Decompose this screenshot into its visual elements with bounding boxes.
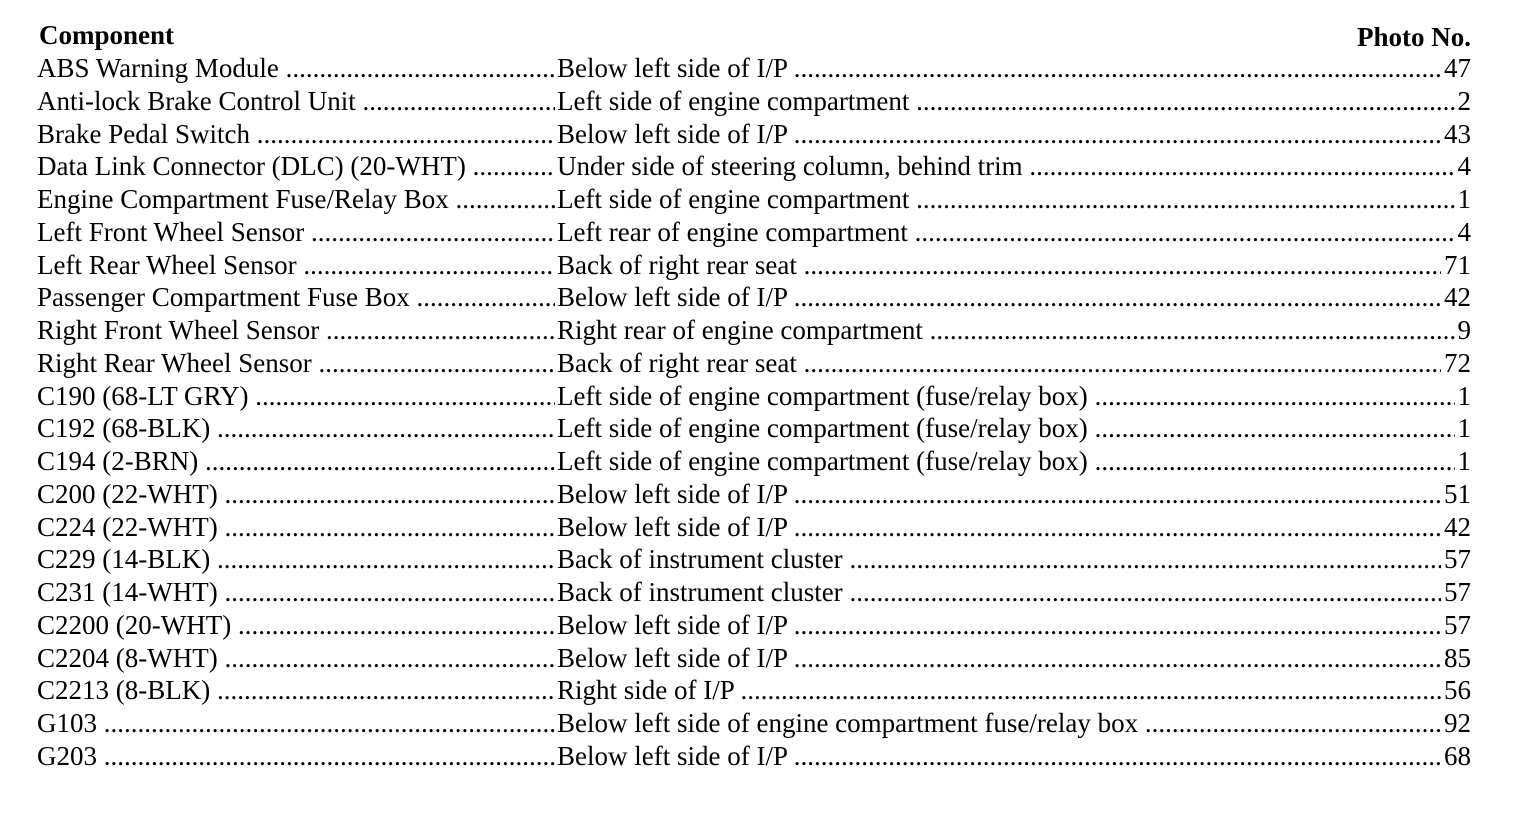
photo-number: 43 — [1441, 118, 1471, 150]
component-cell — [37, 380, 555, 412]
location-text: Below left side of I/P ..... — [557, 53, 1471, 83]
location-cell — [557, 150, 1471, 182]
location-text: Below left side of I/P ..... — [557, 512, 1471, 542]
photo-number: 51 — [1441, 478, 1471, 510]
photo-number: 1 — [1455, 183, 1472, 215]
component-name: G203 ..... — [37, 741, 555, 771]
location-cell — [557, 347, 1471, 379]
location-text: Right side of I/P ..... — [557, 675, 1471, 705]
component-cell — [37, 707, 555, 739]
table-row — [37, 216, 1471, 249]
table-row — [37, 85, 1471, 118]
location-text: Below left side of I/P ..... — [557, 610, 1471, 640]
location-text: Below left side of I/P ..... — [557, 119, 1471, 149]
location-text: Left side of engine compartment (fuse/relay box) ..... — [557, 413, 1471, 443]
photo-number: 56 — [1441, 674, 1471, 706]
component-name: ABS Warning Module ..... — [37, 53, 555, 83]
component-cell — [37, 52, 555, 84]
component-name: G103 ..... — [37, 708, 555, 738]
table-row — [37, 674, 1471, 707]
component-cell — [37, 216, 555, 248]
location-text: Below left side of I/P ..... — [557, 479, 1471, 509]
photo-number: 57 — [1441, 609, 1471, 641]
component-cell — [37, 674, 555, 706]
location-cell — [557, 249, 1471, 281]
table-row — [37, 314, 1471, 347]
table-row — [37, 52, 1471, 85]
photo-number: 1 — [1455, 412, 1472, 444]
location-text: Back of right rear seat ..... — [557, 348, 1471, 378]
location-text: Below left side of engine compartment fuse/relay box ..... — [557, 708, 1471, 738]
component-location-table — [37, 18, 1471, 773]
photo-number: 4 — [1455, 150, 1472, 182]
table-row — [37, 249, 1471, 282]
location-cell — [557, 543, 1471, 575]
photo-number: 42 — [1441, 281, 1471, 313]
location-text: Left side of engine compartment (fuse/relay box) ..... — [557, 446, 1471, 476]
component-name: C200 (22-WHT) ..... — [37, 479, 555, 509]
location-cell — [557, 412, 1471, 444]
location-cell — [557, 118, 1471, 150]
location-text: Under side of steering column, behind trim ..... — [557, 151, 1471, 181]
component-name: C192 (68-BLK) ..... — [37, 413, 555, 443]
location-cell — [557, 281, 1471, 313]
table-row — [37, 740, 1471, 773]
photo-number: 2 — [1455, 85, 1472, 117]
photo-number: 4 — [1455, 216, 1472, 248]
component-name: C2213 (8-BLK) ..... — [37, 675, 555, 705]
photo-number: 72 — [1441, 347, 1471, 379]
photo-number-column-header: Photo No. — [1357, 22, 1471, 52]
location-cell — [557, 478, 1471, 510]
location-cell — [557, 707, 1471, 739]
component-name: Right Front Wheel Sensor ..... — [37, 315, 555, 345]
table-row — [37, 511, 1471, 544]
component-name: Data Link Connector (DLC) (20-WHT) ..... — [37, 151, 555, 181]
component-cell — [37, 281, 555, 313]
photo-number: 71 — [1441, 249, 1471, 281]
component-cell — [37, 412, 555, 444]
photo-number: 42 — [1441, 511, 1471, 543]
location-text: Below left side of I/P ..... — [557, 282, 1471, 312]
location-cell — [557, 85, 1471, 117]
component-cell — [37, 150, 555, 182]
component-name: Right Rear Wheel Sensor ..... — [37, 348, 555, 378]
component-cell — [37, 478, 555, 510]
location-text: Below left side of I/P ..... — [557, 741, 1471, 771]
table-row — [37, 642, 1471, 675]
component-name: Left Front Wheel Sensor ..... — [37, 217, 555, 247]
photo-number: 92 — [1441, 707, 1471, 739]
component-cell — [37, 249, 555, 281]
photo-number: 85 — [1441, 642, 1471, 674]
table-row — [37, 347, 1471, 380]
photo-number: 57 — [1441, 576, 1471, 608]
component-name: Engine Compartment Fuse/Relay Box ..... — [37, 184, 555, 214]
table-row — [37, 707, 1471, 740]
location-text: Back of instrument cluster ..... — [557, 577, 1471, 607]
component-name: C229 (14-BLK) ..... — [37, 544, 555, 574]
photo-number: 57 — [1441, 543, 1471, 575]
photo-number: 68 — [1441, 740, 1471, 772]
component-cell — [37, 576, 555, 608]
table-header — [37, 18, 1471, 52]
table-row — [37, 183, 1471, 216]
photo-number: 9 — [1455, 314, 1472, 346]
component-name: C2200 (20-WHT) ..... — [37, 610, 555, 640]
table-row — [37, 150, 1471, 183]
photo-number: 1 — [1455, 380, 1472, 412]
table-body — [37, 52, 1471, 773]
table-row — [37, 445, 1471, 478]
table-row — [37, 412, 1471, 445]
component-cell — [37, 445, 555, 477]
location-cell — [557, 52, 1471, 84]
location-text: Left rear of engine compartment ..... — [557, 217, 1471, 247]
location-text: Below left side of I/P ..... — [557, 643, 1471, 673]
component-cell — [37, 543, 555, 575]
component-cell — [37, 511, 555, 543]
location-cell — [557, 674, 1471, 706]
location-cell — [557, 380, 1471, 412]
component-cell — [37, 347, 555, 379]
location-cell — [557, 216, 1471, 248]
component-cell — [37, 183, 555, 215]
location-text: Right rear of engine compartment ..... — [557, 315, 1471, 345]
table-row — [37, 478, 1471, 511]
component-cell — [37, 118, 555, 150]
location-cell — [557, 183, 1471, 215]
table-row — [37, 543, 1471, 576]
location-cell — [557, 609, 1471, 641]
location-text: Left side of engine compartment ..... — [557, 86, 1471, 116]
location-text: Left side of engine compartment (fuse/relay box) ..... — [557, 381, 1471, 411]
location-cell — [557, 576, 1471, 608]
location-text: Left side of engine compartment ..... — [557, 184, 1471, 214]
component-column-header: Component — [39, 20, 175, 50]
component-cell — [37, 85, 555, 117]
component-cell — [37, 642, 555, 674]
location-cell — [557, 511, 1471, 543]
table-row — [37, 118, 1471, 151]
component-name: Brake Pedal Switch ..... — [37, 119, 555, 149]
component-name: Left Rear Wheel Sensor ..... — [37, 250, 555, 280]
location-cell — [557, 642, 1471, 674]
component-name: C2204 (8-WHT) ..... — [37, 643, 555, 673]
location-cell — [557, 445, 1471, 477]
component-name: Passenger Compartment Fuse Box ..... — [37, 282, 555, 312]
component-name: C194 (2-BRN) ..... — [37, 446, 555, 476]
table-row — [37, 380, 1471, 413]
component-name: Anti-lock Brake Control Unit ..... — [37, 86, 555, 116]
component-cell — [37, 314, 555, 346]
table-row — [37, 576, 1471, 609]
location-text: Back of right rear seat ..... — [557, 250, 1471, 280]
location-cell — [557, 314, 1471, 346]
component-name: C231 (14-WHT) ..... — [37, 577, 555, 607]
location-cell — [557, 740, 1471, 772]
photo-number: 47 — [1441, 52, 1471, 84]
component-name: C190 (68-LT GRY) ..... — [37, 381, 555, 411]
photo-number: 1 — [1455, 445, 1472, 477]
component-cell — [37, 740, 555, 772]
table-row — [37, 281, 1471, 314]
table-row — [37, 609, 1471, 642]
component-cell — [37, 609, 555, 641]
component-name: C224 (22-WHT) ..... — [37, 512, 555, 542]
location-text: Back of instrument cluster ..... — [557, 544, 1471, 574]
